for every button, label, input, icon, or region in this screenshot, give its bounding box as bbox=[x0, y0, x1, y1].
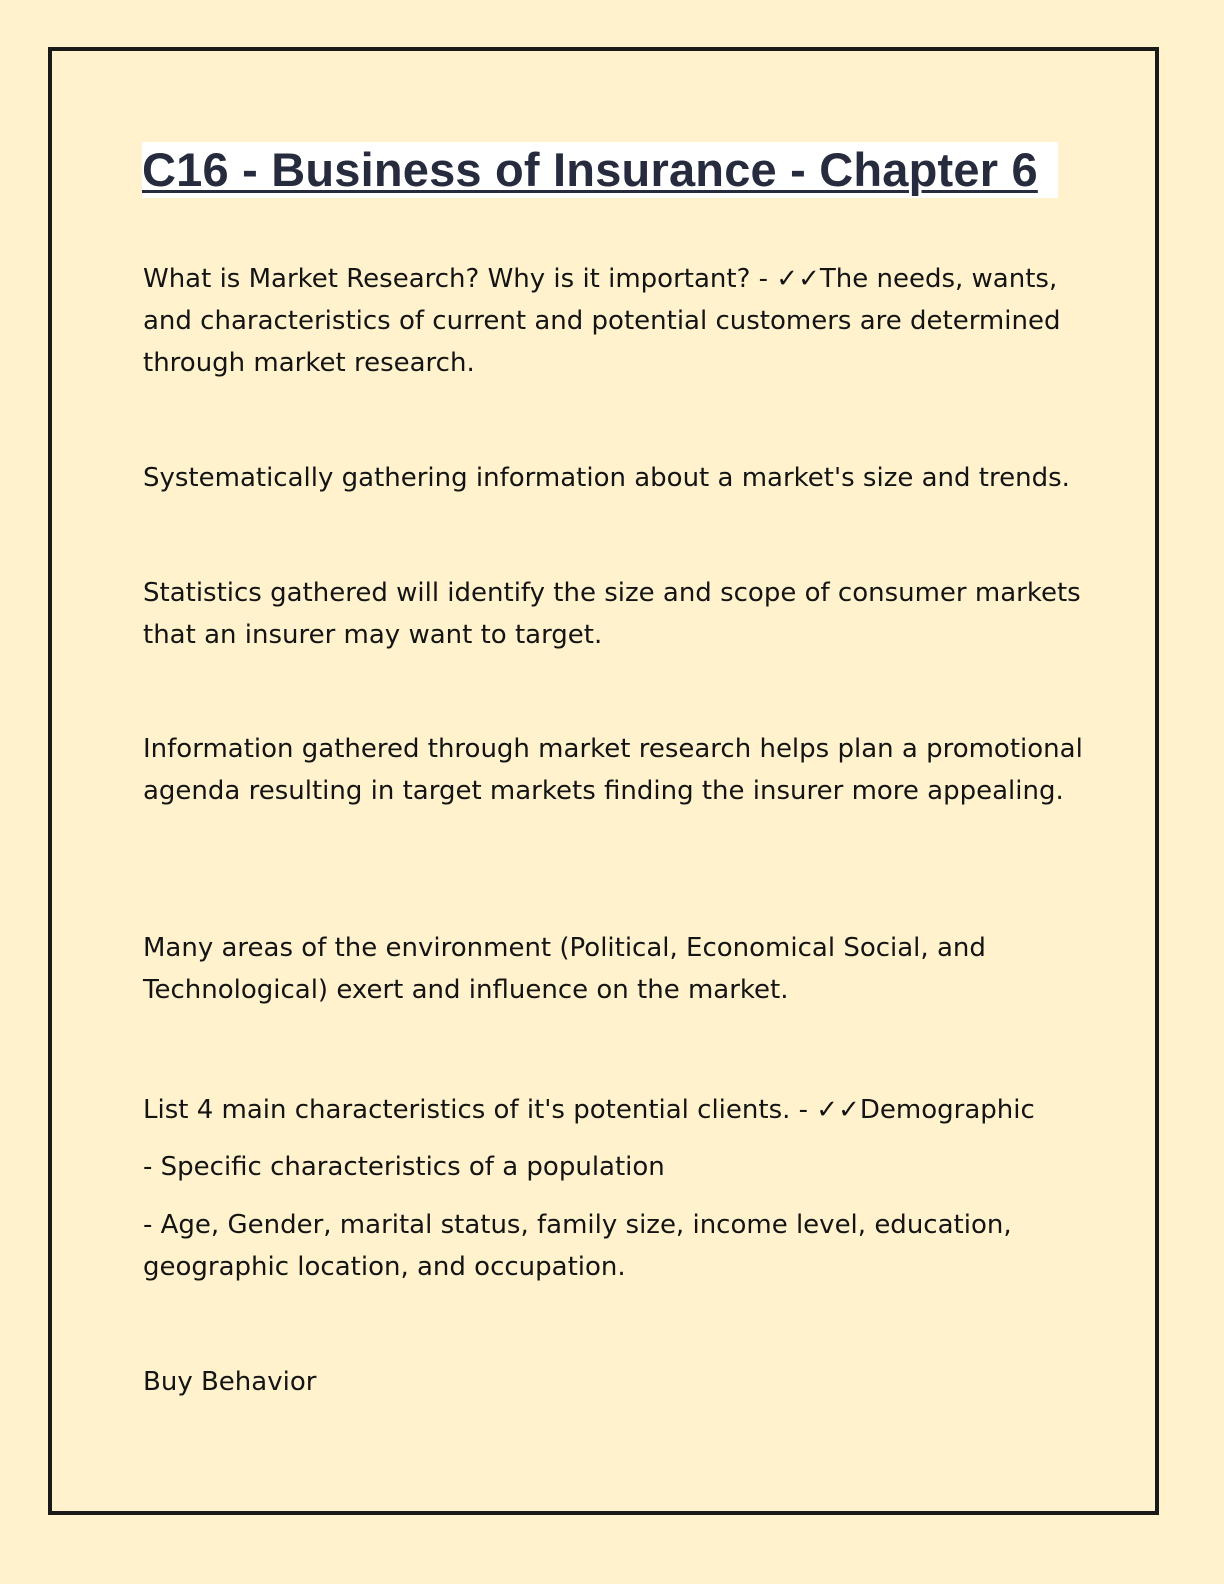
answer-text: The needs, wants, and characteristics of current and potential customers are determined through market research. bbox=[143, 264, 1061, 378]
checkmark-icon: ✓✓ bbox=[816, 1095, 860, 1125]
question-text: What is Market Research? Why is it important? - bbox=[143, 264, 777, 294]
question-text: List 4 main characteristics of it's potential clients. - bbox=[143, 1095, 817, 1125]
title-highlight bbox=[142, 142, 1058, 198]
paragraph: Statistics gathered will identify the size and scope of consumer markets that an insurer may want to target. bbox=[143, 578, 1081, 650]
paragraph: Buy Behavior bbox=[143, 1367, 317, 1397]
checkmark-icon: ✓✓ bbox=[776, 264, 820, 294]
document-title: C16 - Business of Insurance - Chapter 6 bbox=[142, 143, 1038, 196]
paragraph: Information gathered through market research helps plan a promotional agenda resulting in target markets finding the insurer more appealing. bbox=[143, 734, 1083, 806]
paragraph: Systematically gathering information about a market's size and trends. bbox=[143, 463, 1070, 493]
list-item: - Age, Gender, marital status, family size, income level, education, geographic location, and occupation. bbox=[143, 1210, 1012, 1282]
question-characteristics bbox=[143, 1089, 1093, 1131]
answer-text: Demographic bbox=[859, 1095, 1035, 1125]
list-item: - Specific characteristics of a population bbox=[143, 1152, 665, 1182]
paragraph: Many areas of the environment (Political, Economical Social, and Technological) exert and influence on the market. bbox=[143, 933, 986, 1005]
question-market-research bbox=[143, 258, 1093, 384]
